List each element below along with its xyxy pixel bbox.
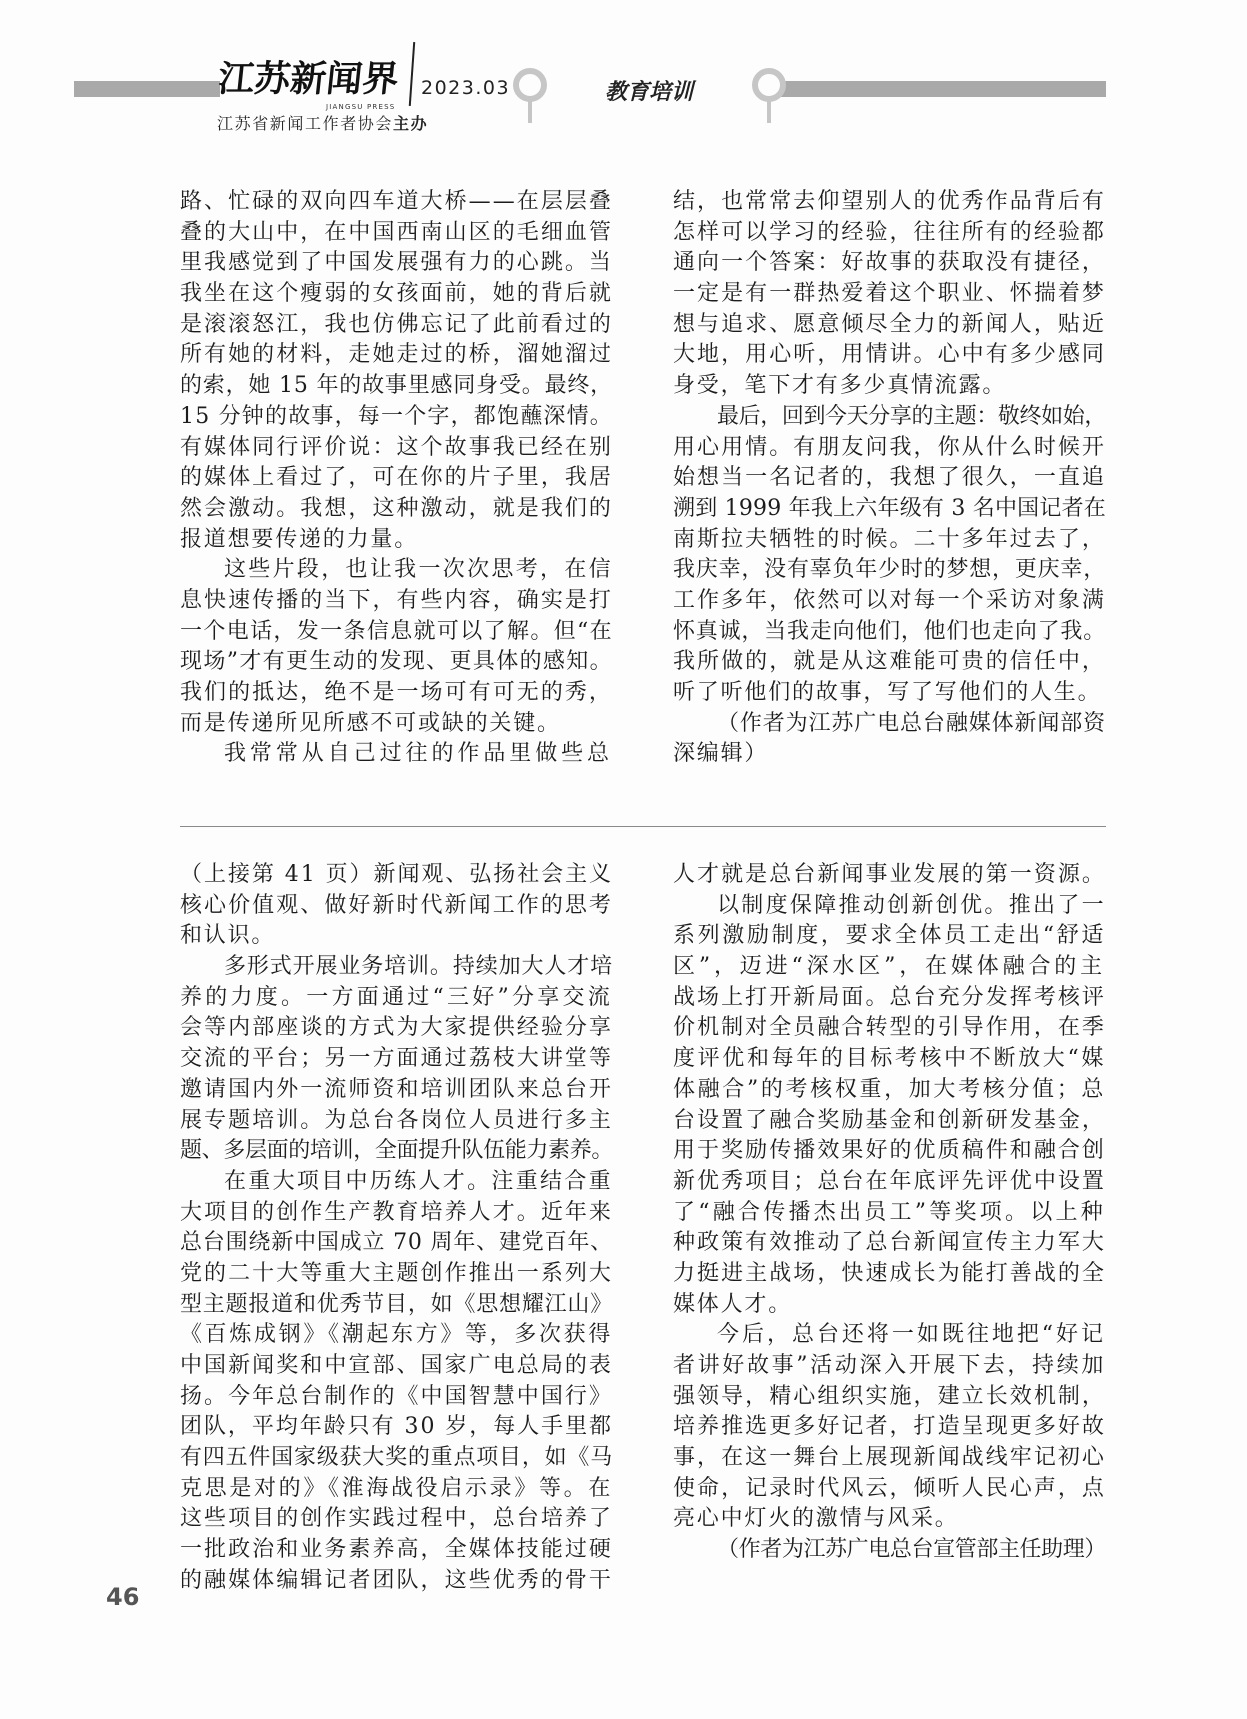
paragraph-start-line: 多形式开展业务培训。持续加大人才培 xyxy=(224,954,613,980)
author-note-line: （作者为江苏广电总台融媒体新闻部资 xyxy=(717,710,1106,736)
text-line: 是滚滚怒江，我也仿佛忘记了此前看过的 xyxy=(180,311,613,337)
text-line: 一定是有一群热爱着这个职业、怀揣着梦 xyxy=(673,281,1106,307)
text-line: 了“融合传播杰出员工”等奖项。以上种 xyxy=(673,1199,1106,1225)
text-line: 所有她的材料，走她走过的桥，溜她溜过 xyxy=(180,342,613,368)
text-line: 交流的平台；另一方面通过荔枝大讲堂等 xyxy=(180,1046,613,1072)
text-line: 事，在这一舞台上展现新闻战线牢记初心 xyxy=(673,1445,1106,1471)
text-line: 始想当一名记者的，我想了很久，一直追 xyxy=(673,465,1106,491)
publisher-line xyxy=(217,113,428,135)
paragraph-start-line: 我常常从自己过往的作品里做些总 xyxy=(224,741,613,767)
text-line: 而是传递所见所感不可或缺的关键。 xyxy=(180,710,561,736)
text-line: 系列激励制度，要求全体员工走出“舒适 xyxy=(673,923,1106,949)
text-line: 克思是对的》《淮海战役启示录》等。在 xyxy=(180,1475,613,1501)
text-line: 用于奖励传播效果好的优质稿件和融合创 xyxy=(673,1138,1106,1164)
text-line: 结，也常常去仰望别人的优秀作品背后有 xyxy=(673,189,1106,214)
text-line: 我所做的，就是从这难能可贵的信任中， xyxy=(673,649,1106,675)
text-line: 媒体人才。 xyxy=(673,1291,793,1317)
text-line: 怎样可以学习的经验，往往所有的经验都 xyxy=(673,219,1106,245)
paragraph-start-line: 这些片段，也让我一次次思考，在信 xyxy=(224,557,613,583)
masthead-english: JIANGSU PRESS xyxy=(326,103,396,111)
text-line: 路、忙碌的双向四车道大桥——在层层叠 xyxy=(180,189,613,214)
author-note-line: （作者为江苏广电总台宣管部主任助理） xyxy=(717,1537,1106,1563)
text-line: 我坐在这个瘦弱的女孩面前，她的背后就 xyxy=(180,281,613,307)
text-line: 养的力度。一方面通过“三好”分享交流 xyxy=(180,984,613,1010)
text-line: 亮心中灯火的激情与风采。 xyxy=(673,1506,959,1532)
text-line: 身受，笔下才有多少真情流露。 xyxy=(673,373,1007,399)
text-line: 使命，记录时代风云，倾听人民心声，点 xyxy=(673,1475,1106,1501)
text-line: 叠的大山中，在中国西南山区的毛细血管 xyxy=(180,219,613,245)
section-title: 教育培训 xyxy=(605,80,694,105)
text-line: 《百炼成钢》《潮起东方》等，多次获得 xyxy=(180,1322,613,1348)
text-line: 15 分钟的故事，每一个字，都饱蘸深情。 xyxy=(180,403,613,429)
paragraph-start-line: 今后，总台还将一如既往地把“好记 xyxy=(717,1322,1106,1348)
text-line: 一批政治和业务素养高，全媒体技能过硬 xyxy=(180,1537,613,1563)
text-line: 体融合”的考核权重，加大考核分值；总 xyxy=(673,1076,1106,1102)
text-line: 中国新闻奖和中宣部、国家广电总局的表 xyxy=(180,1353,613,1378)
text-line: 战场上打开新局面。总台充分发挥考核评 xyxy=(673,984,1106,1010)
paragraph-start-line: 最后，回到今天分享的主题：敬终如始， xyxy=(717,403,1106,429)
article-bottom-left-column xyxy=(180,860,613,1597)
text-line: 工作多年，依然可以对每一个采访对象满 xyxy=(673,587,1106,613)
header-bar-left xyxy=(74,81,220,97)
text-line: 种政策有效推动了总台新闻宣传主力军大 xyxy=(673,1230,1106,1256)
paragraph-start-line: 在重大项目中历练人才。注重结合重 xyxy=(224,1168,613,1194)
text-line: 价机制对全员融合转型的引导作用，在季 xyxy=(673,1015,1106,1041)
text-line: 会等内部座谈的方式为大家提供经验分享 xyxy=(180,1015,613,1041)
text-line: 台设置了融合奖励基金和创新研发基金， xyxy=(673,1107,1106,1133)
text-line: 现场”才有更生动的发现、更具体的感知。 xyxy=(180,649,613,675)
text-line: 的索，她 15 年的故事里感同身受。最终， xyxy=(180,373,613,399)
text-line: 我庆幸，没有辜负年少时的梦想，更庆幸， xyxy=(673,557,1106,583)
text-line: 总台围绕新中国成立 70 周年、建党百年、 xyxy=(180,1230,613,1256)
article-continuation-right-column xyxy=(673,187,1106,770)
text-line: 南斯拉夫牺牲的时候。二十多年过去了， xyxy=(673,526,1106,552)
text-line: 通向一个答案：好故事的获取没有捷径， xyxy=(673,250,1106,276)
text-line: 听了听他们的故事，写了写他们的人生。 xyxy=(673,680,1102,705)
text-line: 区”，迈进“深水区”，在媒体融合的主 xyxy=(673,954,1106,980)
text-line: 党的二十大等重大主题创作推出一系列大 xyxy=(180,1260,613,1286)
publisher-name: 江苏省新闻工作者协会 xyxy=(217,114,394,133)
text-line: 的媒体上看过了，可在你的片子里，我居 xyxy=(180,465,613,491)
text-line: 一个电话，发一条信息就可以了解。但“在 xyxy=(180,618,613,644)
text-line: 有媒体同行评价说：这个故事我已经在别 xyxy=(180,434,613,460)
text-line: 大地，用心听，用情讲。心中有多少感同 xyxy=(673,342,1106,368)
text-line: 团队，平均年龄只有 30 岁，每人手里都 xyxy=(180,1414,613,1440)
continued-from-line: （上接第 41 页）新闻观、弘扬社会主义 xyxy=(180,862,613,887)
header-bar-right xyxy=(779,81,1106,97)
pin-icon xyxy=(511,66,549,124)
masthead-logo: 江苏新闻界 xyxy=(216,59,401,100)
text-line: 想与追求、愿意倾尽全力的新闻人，贴近 xyxy=(673,311,1106,337)
text-line: 有四五件国家级获大奖的重点项目，如《马 xyxy=(180,1445,613,1471)
text-line: 题、多层面的培训，全面提升队伍能力素养。 xyxy=(180,1138,613,1164)
text-line: 邀请国内外一流师资和培训团队来总台开 xyxy=(180,1076,613,1102)
text-line: 强领导，精心组织实施，建立长效机制， xyxy=(673,1383,1106,1409)
text-line: 核心价值观、做好新时代新闻工作的思考 xyxy=(180,892,613,918)
text-line: 报道想要传递的力量。 xyxy=(180,526,419,552)
text-line: 型主题报道和优秀节目，如《思想耀江山》 xyxy=(180,1291,613,1317)
text-line: 大项目的创作生产教育培养人才。近年来 xyxy=(180,1199,613,1225)
header-divider-line xyxy=(409,42,415,106)
article-continuation-left-column xyxy=(180,187,613,770)
paragraph-start-line: 以制度保障推动创新创优。推出了一 xyxy=(717,892,1106,918)
text-line: 扬。今年总台制作的《中国智慧中国行》 xyxy=(180,1383,613,1409)
text-line: 新优秀项目；总台在年底评先评优中设置 xyxy=(673,1168,1106,1194)
article-bottom-right-column xyxy=(673,860,1106,1566)
publisher-role: 主办 xyxy=(393,114,429,133)
issue-date: 2023.03 xyxy=(421,77,511,99)
text-line: 然会激动。我想，这种激动，就是我们的 xyxy=(180,495,613,521)
text-line: 这些项目的创作实践过程中，总台培养了 xyxy=(180,1506,613,1532)
text-line: 怀真诚，当我走向他们，他们也走向了我。 xyxy=(673,618,1106,644)
text-line: 度评优和每年的目标考核中不断放大“媒 xyxy=(673,1046,1106,1072)
text-line: 人才就是总台新闻事业发展的第一资源。 xyxy=(673,862,1106,887)
page-number: 46 xyxy=(106,1583,140,1611)
section-divider xyxy=(180,826,1106,827)
pin-icon xyxy=(750,66,788,124)
text-line: 培养推选更多好记者，打造呈现更多好故 xyxy=(673,1414,1106,1440)
text-line: 溯到 1999 年我上六年级有 3 名中国记者在 xyxy=(673,495,1106,521)
text-line: 的融媒体编辑记者团队，这些优秀的骨干 xyxy=(180,1567,613,1593)
text-line: 我们的抵达，绝不是一场可有可无的秀， xyxy=(180,680,613,705)
text-line: 息快速传播的当下，有些内容，确实是打 xyxy=(180,587,613,613)
text-line: 里我感觉到了中国发展强有力的心跳。当 xyxy=(180,250,613,276)
text-line: 者讲好故事”活动深入开展下去，持续加 xyxy=(673,1353,1106,1378)
text-line: 力挺进主战场，快速成长为能打善战的全 xyxy=(673,1260,1106,1286)
text-line: 展专题培训。为总台各岗位人员进行多主 xyxy=(180,1107,613,1133)
author-note-line: 深编辑） xyxy=(673,741,769,767)
text-line: 和认识。 xyxy=(180,923,276,949)
text-line: 用心用情。有朋友问我，你从什么时候开 xyxy=(673,434,1106,460)
